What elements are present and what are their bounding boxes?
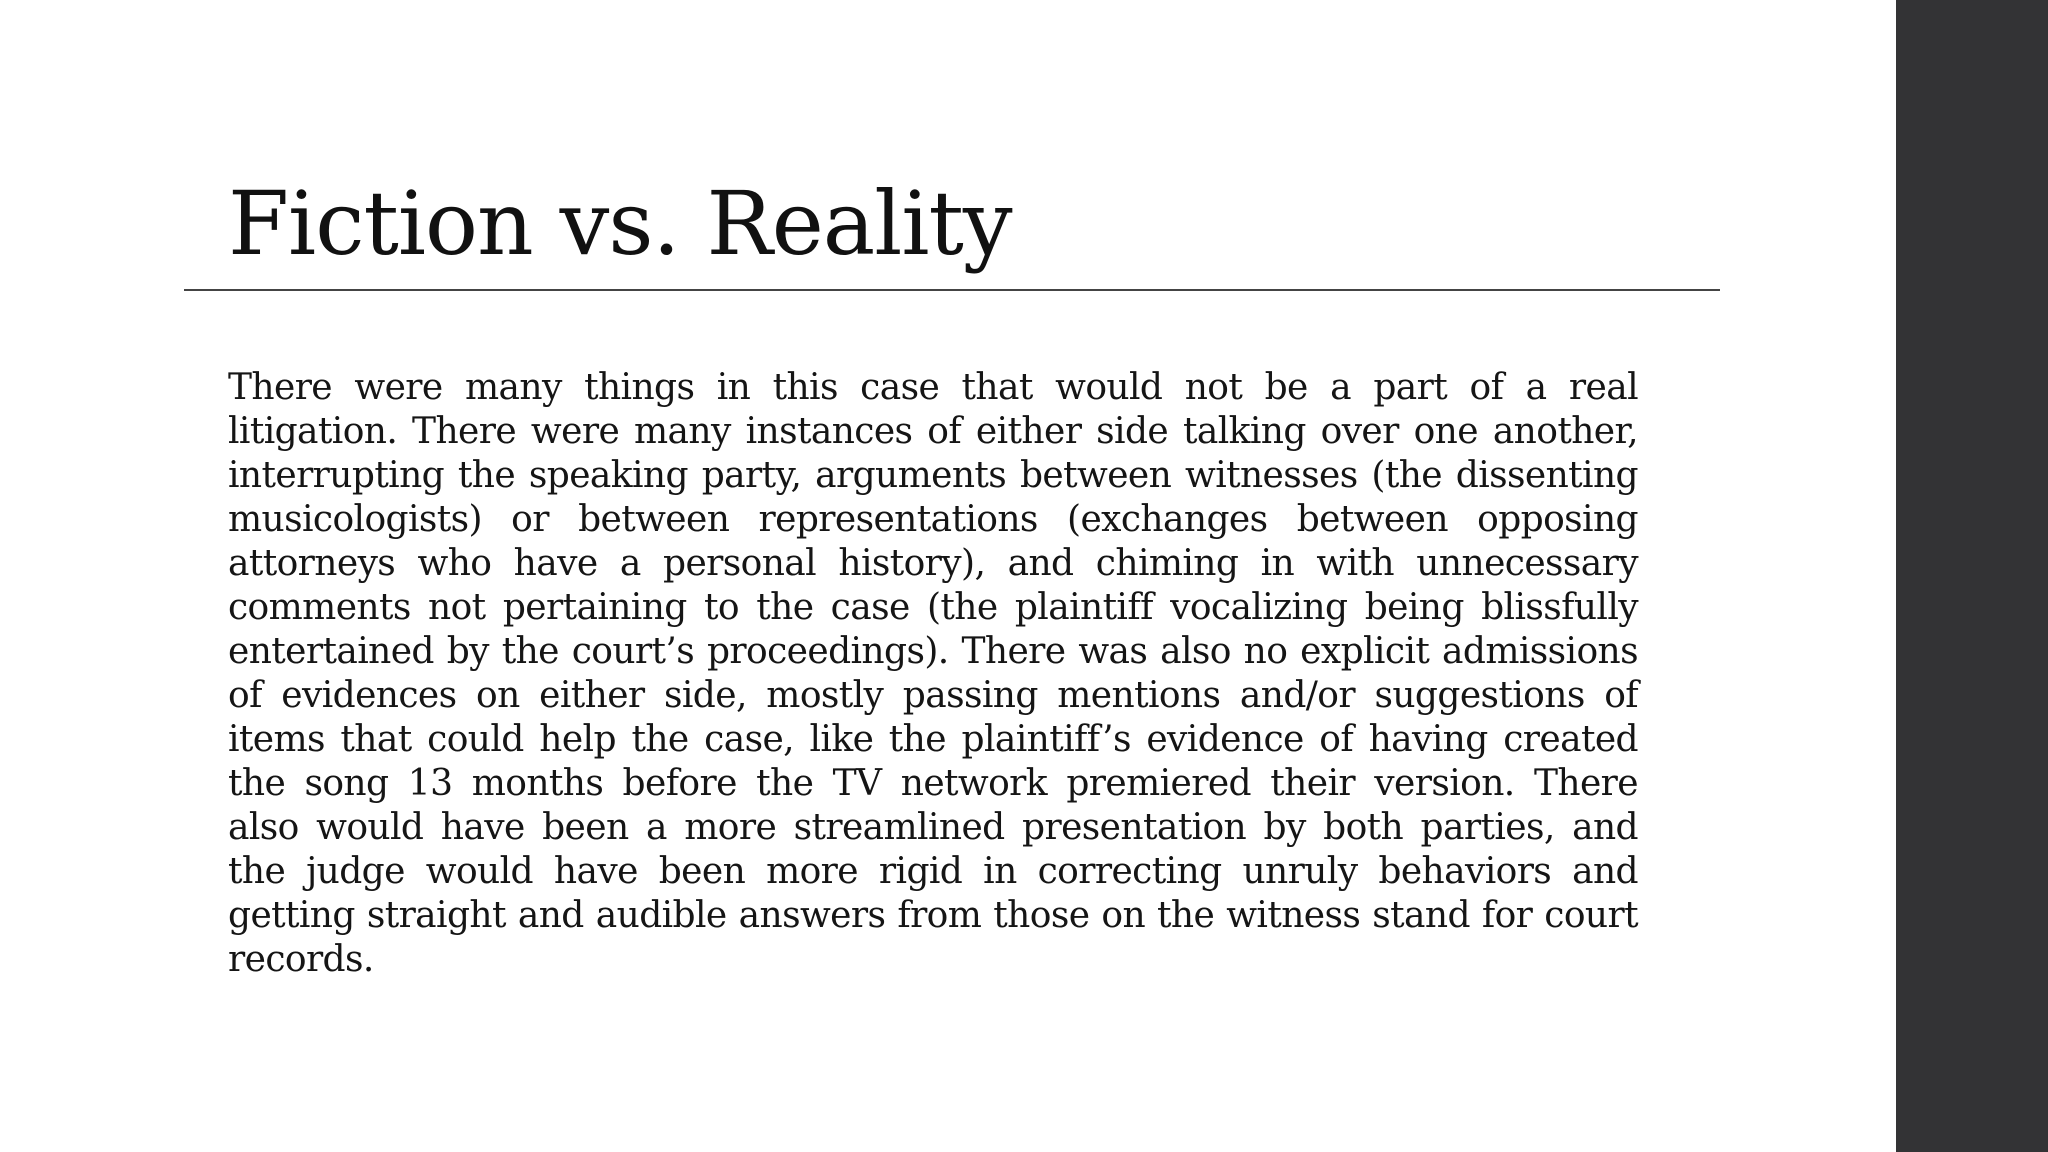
slide-body-text: There were many things in this case that would not be a part of a real litigation. There were many instances of either side talking over one another, interrupting the speaking party, arguments between witnesses (the dissenting musicologists) or between representations (exchanges between opposing attorneys who have a personal history), and chiming in with unnecessary comments not pertaining to the case (the plaintiff vocalizing being blissfully entertained by the court’s proceedings). There was also no explicit admissions of evidences on either side, mostly passing mentions and/or suggestions of items that could help the case, like the plaintiff’s evidence of having created the song 13 months before the TV network premiered their version. There also would have been a more streamlined presentation by both parties, and the judge would have been more rigid in correcting unruly behaviors and getting straight and audible answers from those on the witness stand for court records.: [228, 367, 1638, 980]
slide-title: Fiction vs. Reality: [228, 172, 1012, 275]
title-divider: [184, 289, 1720, 291]
side-accent-bar: [1896, 0, 2048, 1152]
